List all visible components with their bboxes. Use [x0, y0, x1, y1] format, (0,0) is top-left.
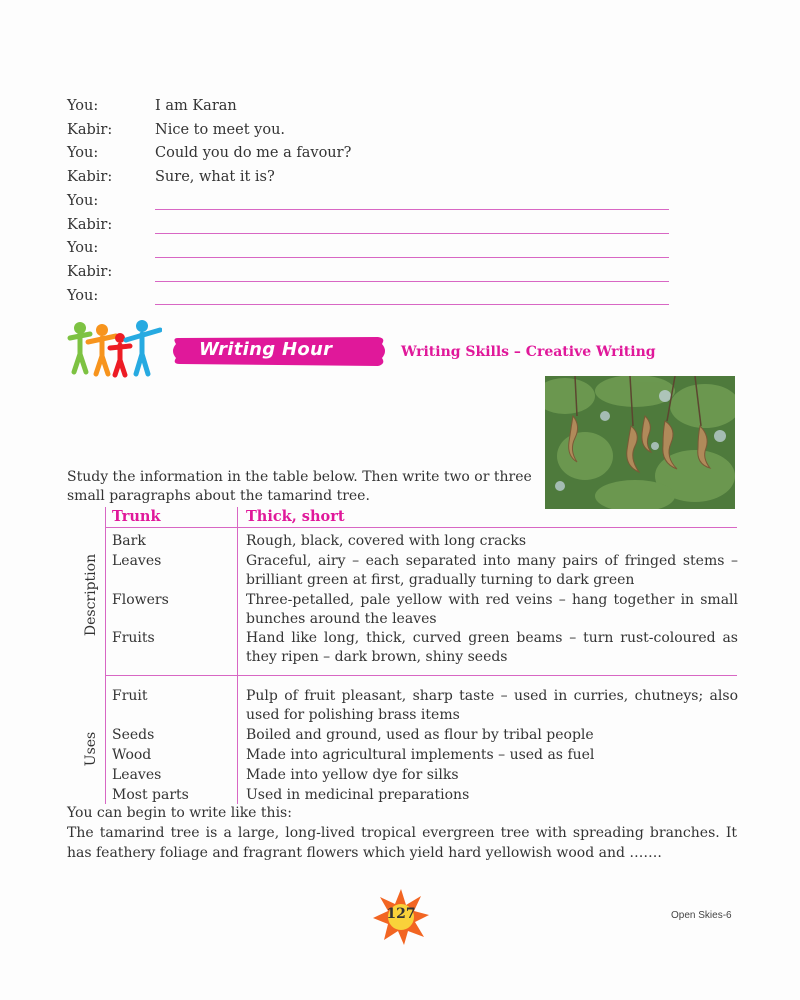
row-item: Bark	[112, 533, 146, 549]
description-label: Description	[83, 553, 99, 637]
table-rule	[105, 675, 737, 676]
speaker: You:	[67, 287, 99, 304]
row-item: Seeds	[112, 727, 155, 743]
dialogue-line	[67, 118, 687, 142]
dialogue-line	[67, 189, 687, 213]
dialogue-line	[67, 260, 687, 284]
speaker: You:	[67, 145, 99, 162]
dialogue-line	[67, 94, 687, 118]
banner-title: Writing Hour	[199, 339, 333, 360]
row-item: Leaves	[112, 553, 162, 569]
table-header-trunk-value: Thick, short	[246, 508, 345, 525]
table-rule	[105, 527, 737, 528]
row-item: Most parts	[112, 787, 189, 803]
uses-label: Uses	[83, 731, 99, 767]
speaker: Kabir:	[67, 264, 113, 281]
speaker: Kabir:	[67, 121, 113, 138]
row-detail: Hand like long, thick, curved green beams – turn rust-coloured as they ripen – dark brown, shiny seeds	[246, 630, 738, 665]
row-item: Fruits	[112, 630, 155, 646]
row-item: Leaves	[112, 767, 162, 783]
row-detail: Boiled and ground, used as flour by tribal people	[246, 727, 594, 743]
row-item: Wood	[112, 747, 152, 763]
writing-prompt: You can begin to write like this:	[67, 805, 292, 821]
speaker: You:	[67, 240, 99, 257]
table-header-trunk: Trunk	[112, 508, 161, 525]
speaker: You:	[67, 97, 99, 114]
speech: Could you do me a favour?	[155, 145, 352, 162]
dialogue-line	[67, 284, 687, 308]
answer-blank-line[interactable]	[155, 221, 669, 234]
answer-blank-line[interactable]	[155, 245, 669, 258]
row-item: Fruit	[112, 688, 148, 704]
row-detail: Pulp of fruit pleasant, sharp taste – used in curries, chutneys; also used for polishing brass items	[246, 688, 738, 723]
dialogue-line	[67, 213, 687, 237]
book-title: Open Skies-6	[671, 910, 732, 921]
speech: I am Karan	[155, 97, 237, 114]
row-detail: Three-petalled, pale yellow with red veins – hang together in small bunches around the leaves	[246, 592, 738, 627]
table-rule	[237, 507, 238, 804]
answer-blank-line[interactable]	[155, 269, 669, 282]
tamarind-photo	[545, 376, 735, 509]
row-detail: Graceful, airy – each separated into many pairs of fringed stems – brilliant green at first, gradually turning to dark green	[246, 553, 738, 588]
speech: Sure, what it is?	[155, 169, 275, 186]
dialogue-line	[67, 165, 687, 189]
children-icon	[66, 320, 162, 378]
dialogue-line	[67, 142, 687, 166]
speaker: Kabir:	[67, 169, 113, 186]
answer-blank-line[interactable]	[155, 292, 669, 305]
row-detail: Made into yellow dye for silks	[246, 767, 459, 783]
table-rule	[105, 507, 106, 804]
speaker: You:	[67, 192, 99, 209]
speaker: Kabir:	[67, 216, 113, 233]
row-detail: Used in medicinal preparations	[246, 787, 470, 803]
sample-paragraph: The tamarind tree is a large, long-lived tropical evergreen tree with spreading branches. It has feathery foliage and fragrant flowers which yield hard yellowish wood and …….	[67, 825, 737, 861]
dialogue	[67, 94, 687, 308]
answer-blank-line[interactable]	[155, 197, 669, 210]
section-heading: Writing Skills – Creative Writing	[401, 344, 656, 360]
dialogue-line	[67, 237, 687, 261]
row-detail: Rough, black, covered with long cracks	[246, 533, 527, 549]
speech: Nice to meet you.	[155, 121, 286, 138]
page-number: 127	[386, 906, 416, 922]
closing-text	[67, 803, 737, 863]
instruction-text: Study the information in the table below. Then write two or three small paragraphs about the tamarind tree.	[67, 469, 532, 504]
tamarind-info-table	[67, 507, 737, 807]
row-item: Flowers	[112, 592, 169, 608]
row-detail: Made into agricultural implements – used as fuel	[246, 747, 595, 763]
